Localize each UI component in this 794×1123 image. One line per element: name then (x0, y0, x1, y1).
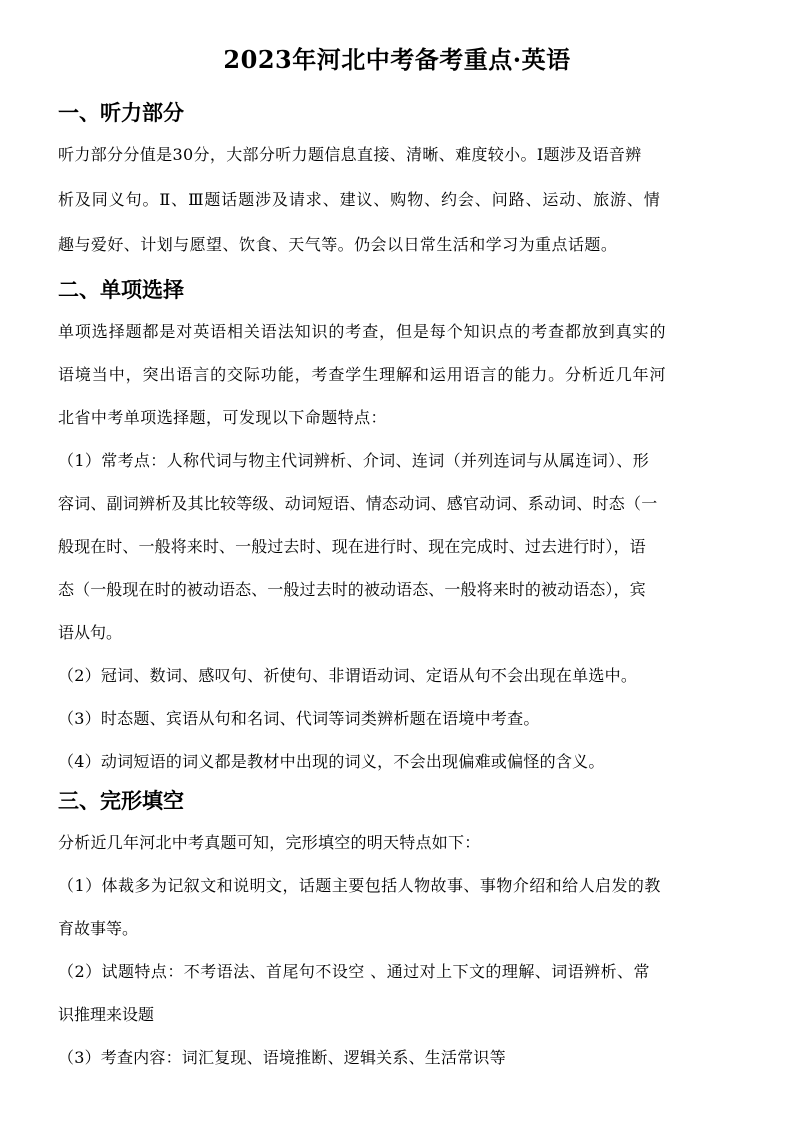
text-line: （2）试题特点：不考语法、首尾句不设空 、通过对上下文的理解、词语辨析、常 (58, 962, 650, 981)
text-line: 态（一般现在时的被动语态、一般过去时的被动语态、一般将来时的被动语态），宾 (58, 580, 646, 599)
section-cloze (58, 786, 740, 1073)
text-line: 听力部分分值是30分，大部分听力题信息直接、清晰、难度较小。Ⅰ题涉及语音辨 (58, 145, 642, 164)
text-line: 识推理来设题 (58, 1005, 155, 1024)
text-line: 析及同义句。Ⅱ、Ⅲ题话题涉及请求、建议、购物、约会、问路、运动、旅游、情 (58, 190, 661, 209)
section-paragraph (58, 317, 740, 777)
text-line: 语从句。 (58, 623, 123, 642)
text-line: （3）时态题、宾语从句和名词、代词等词类辨析题在语境中考查。 (58, 709, 540, 728)
section-single-choice (58, 275, 740, 777)
section-paragraph (58, 828, 740, 1073)
section-heading: 二、单项选择 (58, 277, 184, 302)
section-listening (58, 98, 740, 260)
text-line: 容词、副词辨析及其比较等级、动词短语、情态动词、感官动词、系动词、时态（一 (58, 494, 658, 513)
text-line: 分析近几年河北中考真题可知，完形填空的明天特点如下： (58, 833, 481, 852)
text-line: （3）考查内容：词汇复现、语境推断、逻辑关系、生活常识等 (58, 1048, 506, 1067)
section-heading: 三、完形填空 (58, 788, 184, 813)
text-line: （4）动词短语的词义都是教材中出现的词义，不会出现偏难或偏怪的含义。 (58, 752, 605, 771)
text-line: 单项选择题都是对英语相关语法知识的考查，但是每个知识点的考查都放到真实的 (58, 322, 667, 341)
text-line: （2）冠词、数词、感叹句、祈使句、非谓语动词、定语从句不会出现在单选中。 (58, 666, 638, 685)
text-line: （1）常考点：人称代词与物主代词辨析、介词、连词（并列连词与从属连词）、形 (58, 451, 650, 470)
text-line: 语境当中，突出语言的交际功能，考查学生理解和运用语言的能力。分析近几年河 (58, 365, 667, 384)
section-heading: 一、听力部分 (58, 100, 184, 125)
text-line: 趣与爱好、计划与愿望、饮食、天气等。仍会以日常生活和学习为重点话题。 (58, 235, 618, 254)
text-line: 北省中考单项选择题，可发现以下命题特点： (58, 408, 388, 427)
text-line: 育故事等。 (58, 919, 139, 938)
text-line: 般现在时、一般将来时、一般过去时、现在进行时、现在完成时、过去进行时），语 (58, 537, 646, 556)
document-title: 2023年河北中考备考重点·英语 (223, 45, 571, 74)
section-paragraph (58, 140, 740, 260)
text-line: （1）体裁多为记叙文和说明文，话题主要包括人物故事、事物介绍和给人启发的教 (58, 876, 661, 895)
